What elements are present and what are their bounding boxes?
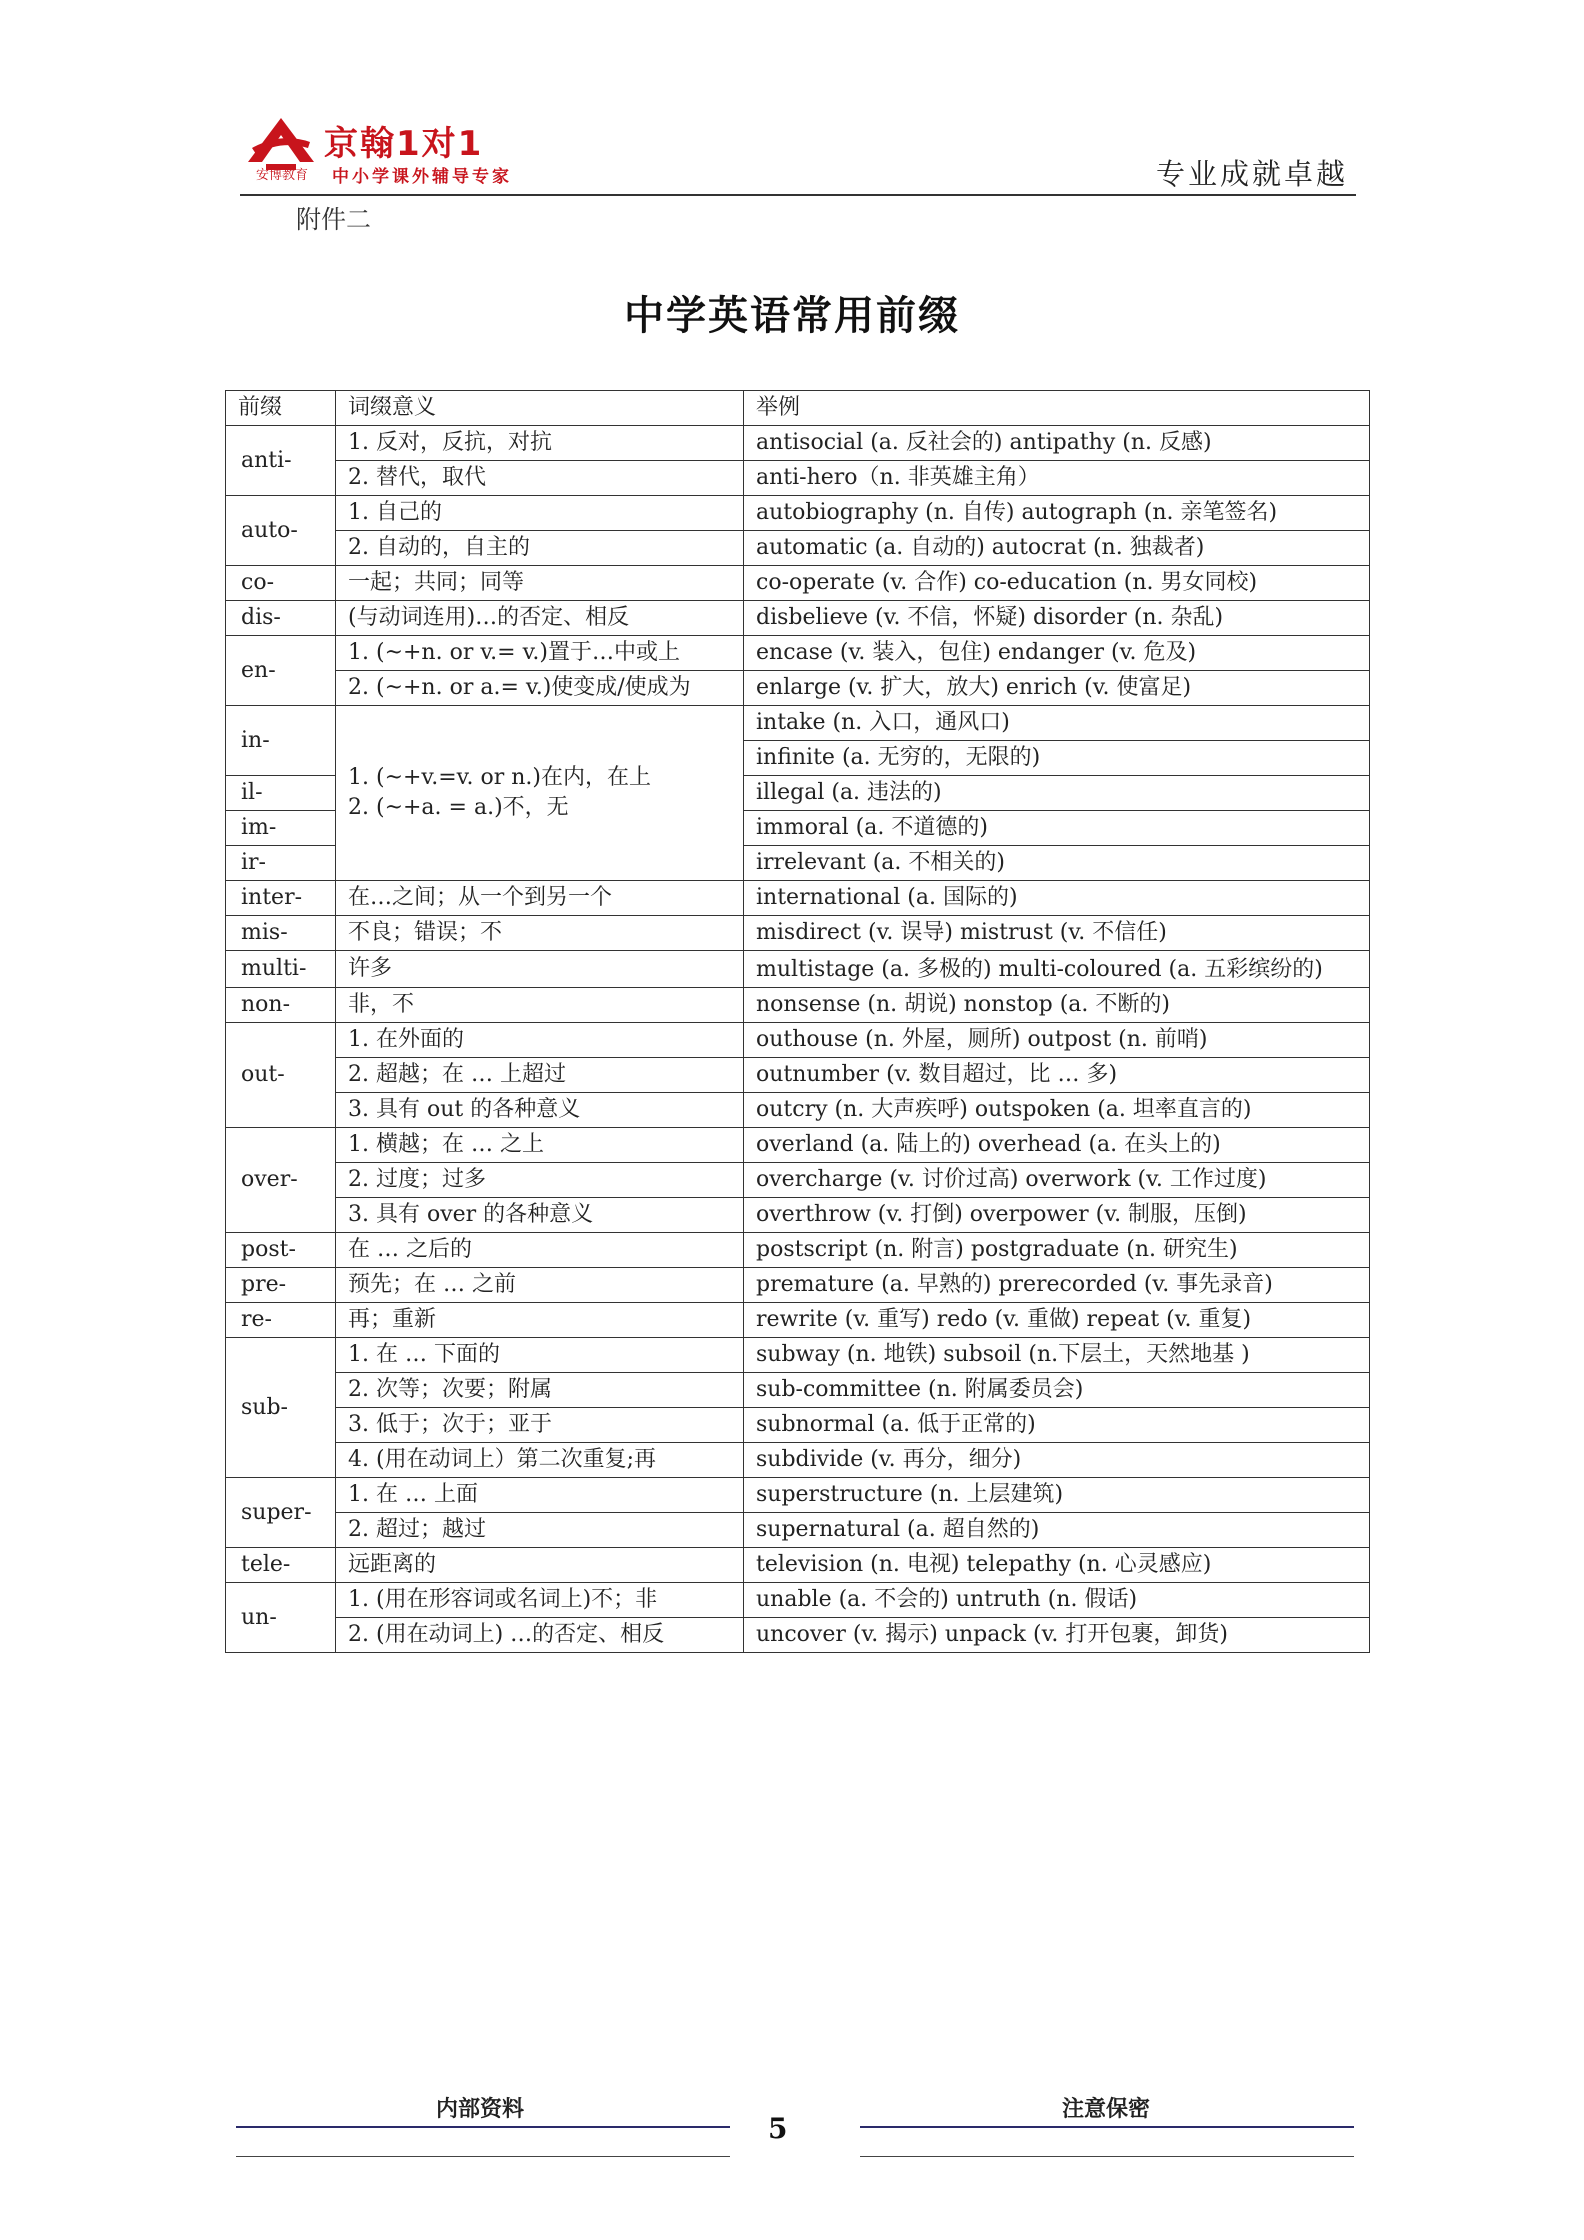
table-row (226, 916, 1370, 951)
example-cell: subnormal (a. 低于正常的) (744, 1408, 1370, 1443)
table-row (226, 1163, 1370, 1198)
header-example: 举例 (744, 391, 1370, 426)
example-cell: uncover (v. 揭示) unpack (v. 打开包裹，卸货) (744, 1618, 1370, 1653)
table-row (226, 1233, 1370, 1268)
meaning-cell: 2. 自动的，自主的 (336, 531, 744, 566)
example-cell: subway (n. 地铁) subsoil (n.下层土，天然地基 ) (744, 1338, 1370, 1373)
example-cell: postscript (n. 附言) postgraduate (n. 研究生) (744, 1233, 1370, 1268)
meaning-cell: 2. 过度；过多 (336, 1163, 744, 1198)
footer-rule-right-lower (860, 2156, 1354, 2157)
table-row (226, 1618, 1370, 1653)
meaning-cell: (与动词连用)…的否定、相反 (336, 601, 744, 636)
meaning-cell: 再；重新 (336, 1303, 744, 1338)
attachment-label: 附件二 (296, 205, 372, 234)
page-footer (0, 2080, 1584, 2170)
example-cell: superstructure (n. 上层建筑) (744, 1478, 1370, 1513)
brand-name: 京翰1对1 (324, 124, 484, 164)
table-header-row (226, 391, 1370, 426)
table-row (226, 1548, 1370, 1583)
meaning-cell: 4. (用在动词上）第二次重复;再 (336, 1443, 744, 1478)
brand-small-label: 安博教育 (256, 168, 309, 183)
example-cell: outcry (n. 大声疾呼) outspoken (a. 坦率直言的) (744, 1093, 1370, 1128)
table-row (226, 1478, 1370, 1513)
prefix-cell: dis- (226, 601, 336, 636)
meaning-cell: 2. 替代，取代 (336, 461, 744, 496)
example-cell: sub-committee (n. 附属委员会) (744, 1373, 1370, 1408)
meaning-cell: 1. 自己的 (336, 496, 744, 531)
meaning-cell: 预先；在 … 之前 (336, 1268, 744, 1303)
prefix-cell: tele- (226, 1548, 336, 1583)
prefix-cell: multi- (226, 951, 336, 988)
meaning-cell: 3. 具有 over 的各种意义 (336, 1198, 744, 1233)
page-title: 中学英语常用前缀 (624, 292, 960, 339)
example-cell: rewrite (v. 重写) redo (v. 重做) repeat (v. 重复) (744, 1303, 1370, 1338)
prefix-cell: post- (226, 1233, 336, 1268)
table-row (226, 566, 1370, 601)
table-row (226, 1443, 1370, 1478)
table-row (226, 531, 1370, 566)
meaning-cell: 1. (用在形容词或名词上)不；非 (336, 1583, 744, 1618)
example-cell: antisocial (a. 反社会的) antipathy (n. 反感) (744, 426, 1370, 461)
prefix-cell: over- (226, 1128, 336, 1233)
example-cell: television (n. 电视) telepathy (n. 心灵感应) (744, 1548, 1370, 1583)
meaning-cell: 在…之间；从一个到另一个 (336, 881, 744, 916)
table-row (226, 1513, 1370, 1548)
example-cell: multistage (a. 多极的) multi-coloured (a. 五彩缤纷的) (744, 951, 1370, 988)
meaning-cell: 在 … 之后的 (336, 1233, 744, 1268)
table-row (226, 461, 1370, 496)
meaning-cell: 许多 (336, 951, 744, 988)
meaning-cell: 1. 在外面的 (336, 1023, 744, 1058)
prefix-cell: re- (226, 1303, 336, 1338)
table-row (226, 1373, 1370, 1408)
prefix-cell: co- (226, 566, 336, 601)
table-row (226, 1093, 1370, 1128)
header-divider (240, 194, 1356, 196)
example-cell: anti-hero（n. 非英雄主角） (744, 461, 1370, 496)
table-row (226, 671, 1370, 706)
example-cell: co-operate (v. 合作) co-education (n. 男女同校) (744, 566, 1370, 601)
example-cell: overthrow (v. 打倒) overpower (v. 制服，压倒) (744, 1198, 1370, 1233)
footer-rule-left (236, 2126, 730, 2128)
example-cell: disbelieve (v. 不信，怀疑) disorder (n. 杂乱) (744, 601, 1370, 636)
table-row (226, 1198, 1370, 1233)
example-cell: encase (v. 装入，包住) endanger (v. 危及) (744, 636, 1370, 671)
example-cell: supernatural (a. 超自然的) (744, 1513, 1370, 1548)
footer-internal-label: 内部资料 (436, 2097, 525, 2122)
prefix-table (225, 390, 1370, 1653)
meaning-cell: 2. 超过；越过 (336, 1513, 744, 1548)
table-row (226, 1128, 1370, 1163)
table-row (226, 496, 1370, 531)
header-meaning: 词缀意义 (336, 391, 744, 426)
table-row (226, 1303, 1370, 1338)
footer-rule-right (860, 2126, 1354, 2128)
example-cell: intake (n. 入口，通风口) (744, 706, 1370, 741)
footer-rule-left-lower (236, 2156, 730, 2157)
prefix-cell: en- (226, 636, 336, 706)
table-row (226, 601, 1370, 636)
meaning-cell: 2. (用在动词上) …的否定、相反 (336, 1618, 744, 1653)
table-row (226, 1338, 1370, 1373)
table-row (226, 951, 1370, 988)
example-cell: automatic (a. 自动的) autocrat (n. 独裁者) (744, 531, 1370, 566)
prefix-cell: sub- (226, 1338, 336, 1478)
table-row (226, 988, 1370, 1023)
prefix-cell: auto- (226, 496, 336, 566)
meaning-cell: 2. 超越；在 … 上超过 (336, 1058, 744, 1093)
example-cell: outhouse (n. 外屋，厕所) outpost (n. 前哨) (744, 1023, 1370, 1058)
table-row (226, 426, 1370, 461)
example-cell: overcharge (v. 讨价过高) overwork (v. 工作过度) (744, 1163, 1370, 1198)
table-row (226, 1058, 1370, 1093)
prefix-cell: in- (226, 706, 336, 776)
example-cell: international (a. 国际的) (744, 881, 1370, 916)
example-cell: immoral (a. 不道德的) (744, 811, 1370, 846)
page-number: 5 (768, 2112, 788, 2145)
table-row (226, 1583, 1370, 1618)
footer-confidential-label: 注意保密 (1062, 2097, 1151, 2122)
example-cell: nonsense (n. 胡说) nonstop (a. 不断的) (744, 988, 1370, 1023)
meaning-cell: 1. (~+n. or v.= v.)置于…中或上 (336, 636, 744, 671)
example-cell: irrelevant (a. 不相关的) (744, 846, 1370, 881)
header-slogan: 专业成就卓越 (1155, 157, 1348, 191)
example-cell: subdivide (v. 再分，细分) (744, 1443, 1370, 1478)
example-cell: unable (a. 不会的) untruth (n. 假话) (744, 1583, 1370, 1618)
prefix-cell: im- (226, 811, 336, 846)
prefix-cell: inter- (226, 881, 336, 916)
brand-tagline: 中小学课外辅导专家 (332, 167, 512, 187)
example-cell: illegal (a. 违法的) (744, 776, 1370, 811)
prefix-cell: non- (226, 988, 336, 1023)
example-cell: premature (a. 早熟的) prerecorded (v. 事先录音) (744, 1268, 1370, 1303)
table-row (226, 706, 1370, 741)
example-cell: overland (a. 陆上的) overhead (a. 在头上的) (744, 1128, 1370, 1163)
meaning-cell: 1. 横越；在 … 之上 (336, 1128, 744, 1163)
meaning-cell: 1. 在 … 上面 (336, 1478, 744, 1513)
meaning-cell: 3. 具有 out 的各种意义 (336, 1093, 744, 1128)
meaning-cell: 3. 低于；次于；亚于 (336, 1408, 744, 1443)
brand-logo (248, 116, 578, 188)
prefix-cell: ir- (226, 846, 336, 881)
prefix-cell: anti- (226, 426, 336, 496)
prefix-cell: mis- (226, 916, 336, 951)
page-header (240, 112, 1356, 196)
meaning-line: 2. (~+a. = a.)不，无 (348, 795, 569, 820)
prefix-cell: pre- (226, 1268, 336, 1303)
header-prefix: 前缀 (226, 391, 336, 426)
meaning-cell: 1. 反对，反抗，对抗 (336, 426, 744, 461)
example-cell: outnumber (v. 数目超过，比 … 多) (744, 1058, 1370, 1093)
meaning-cell-combined (336, 706, 744, 881)
table-row (226, 1023, 1370, 1058)
table-row (226, 1408, 1370, 1443)
meaning-cell: 不良；错误；不 (336, 916, 744, 951)
prefix-cell: out- (226, 1023, 336, 1128)
meaning-line: 1. (~+v.=v. or n.)在内，在上 (348, 765, 651, 790)
meaning-cell: 2. 次等；次要；附属 (336, 1373, 744, 1408)
meaning-cell: 一起；共同；同等 (336, 566, 744, 601)
example-cell: misdirect (v. 误导) mistrust (v. 不信任) (744, 916, 1370, 951)
meaning-cell: 非，不 (336, 988, 744, 1023)
meaning-cell: 2. (~+n. or a.= v.)使变成/使成为 (336, 671, 744, 706)
table-row (226, 636, 1370, 671)
example-cell: infinite (a. 无穷的，无限的) (744, 741, 1370, 776)
meaning-cell: 1. 在 … 下面的 (336, 1338, 744, 1373)
prefix-cell: un- (226, 1583, 336, 1653)
example-cell: enlarge (v. 扩大，放大) enrich (v. 使富足) (744, 671, 1370, 706)
meaning-cell: 远距离的 (336, 1548, 744, 1583)
prefix-cell: super- (226, 1478, 336, 1548)
table-row (226, 881, 1370, 916)
table-row (226, 1268, 1370, 1303)
prefix-cell: il- (226, 776, 336, 811)
example-cell: autobiography (n. 自传) autograph (n. 亲笔签名) (744, 496, 1370, 531)
